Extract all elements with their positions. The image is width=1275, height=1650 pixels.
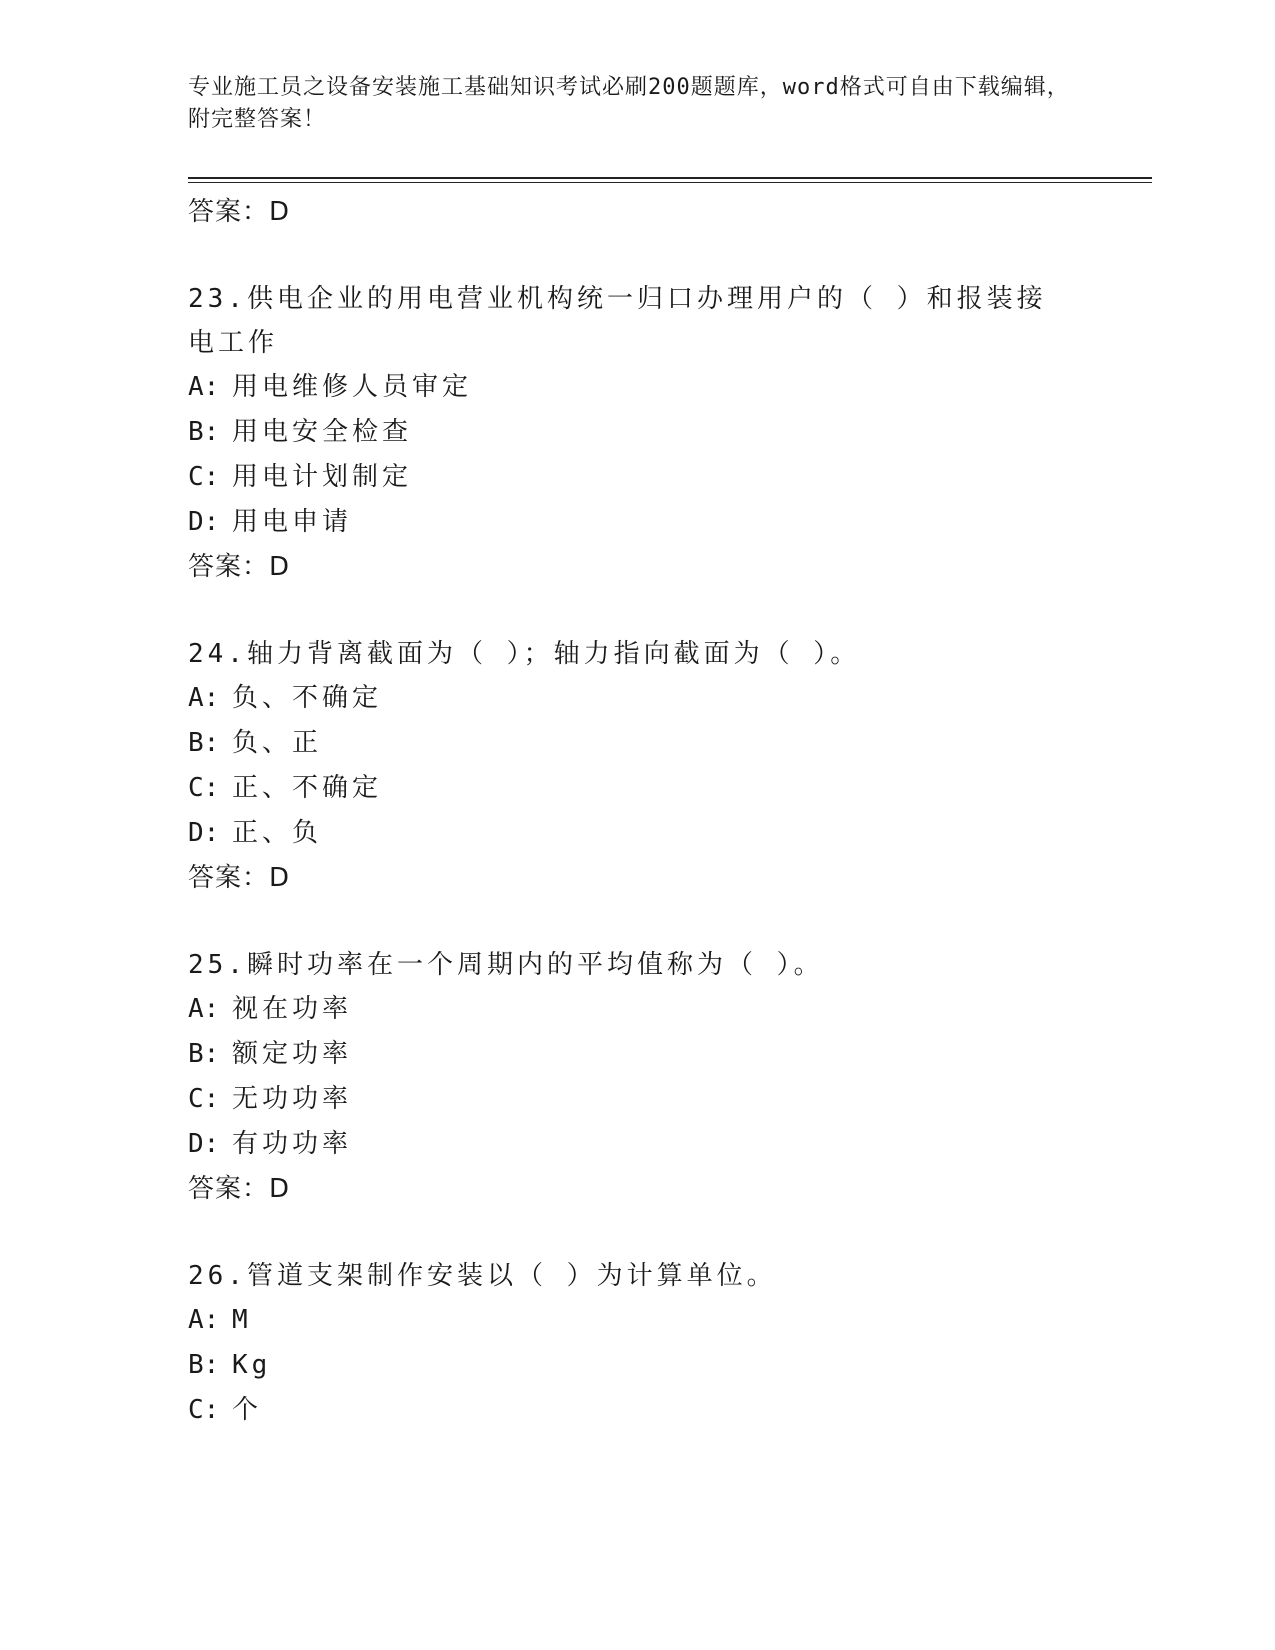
option-letter: D: <box>188 1129 220 1159</box>
option-text: 用电申请 <box>232 507 353 537</box>
option-letter: C: <box>188 462 220 492</box>
option-text: 用电计划制定 <box>232 462 413 492</box>
question-block <box>188 632 1068 900</box>
document-header-title: 专业施工员之设备安装施工基础知识考试必刷200题题库，word格式可自由下载编辑，附完整答案！ <box>188 75 1070 132</box>
option-d <box>188 811 1068 856</box>
option-d <box>188 1122 1068 1167</box>
option-letter: A: <box>188 683 220 713</box>
option-letter: A: <box>188 1305 220 1335</box>
option-letter: C: <box>188 773 220 803</box>
header-divider-thin <box>188 182 1152 183</box>
option-letter: C: <box>188 1084 220 1114</box>
option-letter: B: <box>188 1350 220 1380</box>
question-text: 23.供电企业的用电营业机构统一归口办理用户的（ ）和报装接电工作 <box>188 284 1047 358</box>
option-text: 正、负 <box>232 818 323 848</box>
option-letter: A: <box>188 994 220 1024</box>
option-letter: B: <box>188 1039 220 1069</box>
option-text: 额定功率 <box>232 1039 353 1069</box>
option-text: 正、不确定 <box>232 773 383 803</box>
option-d <box>188 500 1068 545</box>
option-text: Kg <box>232 1350 272 1380</box>
option-text: 用电安全检查 <box>232 417 413 447</box>
option-letter: B: <box>188 417 220 447</box>
question-block <box>188 943 1068 1211</box>
option-a <box>188 1298 1068 1343</box>
option-c <box>188 766 1068 811</box>
option-letter: B: <box>188 728 220 758</box>
option-b <box>188 721 1068 766</box>
option-letter: A: <box>188 372 220 402</box>
option-text: 视在功率 <box>232 994 353 1024</box>
answer-line: 答案：D <box>188 197 291 227</box>
document-content <box>188 190 1068 1433</box>
option-letter: D: <box>188 507 220 537</box>
answer-line: 答案：D <box>188 1174 291 1204</box>
option-letter: C: <box>188 1395 220 1425</box>
question-block <box>188 1254 1068 1433</box>
option-a <box>188 987 1068 1032</box>
option-b <box>188 1032 1068 1077</box>
option-letter: D: <box>188 818 220 848</box>
option-c <box>188 1077 1068 1122</box>
option-a <box>188 676 1068 721</box>
option-b <box>188 410 1068 455</box>
option-text: 用电维修人员审定 <box>232 372 473 402</box>
question-text: 25.瞬时功率在一个周期内的平均值称为（ ）。 <box>188 950 824 980</box>
option-c <box>188 1388 1068 1433</box>
answer-line: 答案：D <box>188 552 291 582</box>
question-text: 24.轴力背离截面为（ ）；轴力指向截面为（ ）。 <box>188 639 861 669</box>
option-text: 有功功率 <box>232 1129 353 1159</box>
option-a <box>188 365 1068 410</box>
option-text: 无功功率 <box>232 1084 353 1114</box>
header-divider-thick <box>188 177 1152 179</box>
question-block <box>188 277 1068 589</box>
option-b <box>188 1343 1068 1388</box>
answer-line: 答案：D <box>188 863 291 893</box>
option-text: 个 <box>232 1395 263 1425</box>
question-text: 26.管道支架制作安装以（ ）为计算单位。 <box>188 1261 777 1291</box>
option-text: 负、正 <box>232 728 323 758</box>
option-text: M <box>232 1305 252 1335</box>
option-c <box>188 455 1068 500</box>
option-text: 负、不确定 <box>232 683 383 713</box>
